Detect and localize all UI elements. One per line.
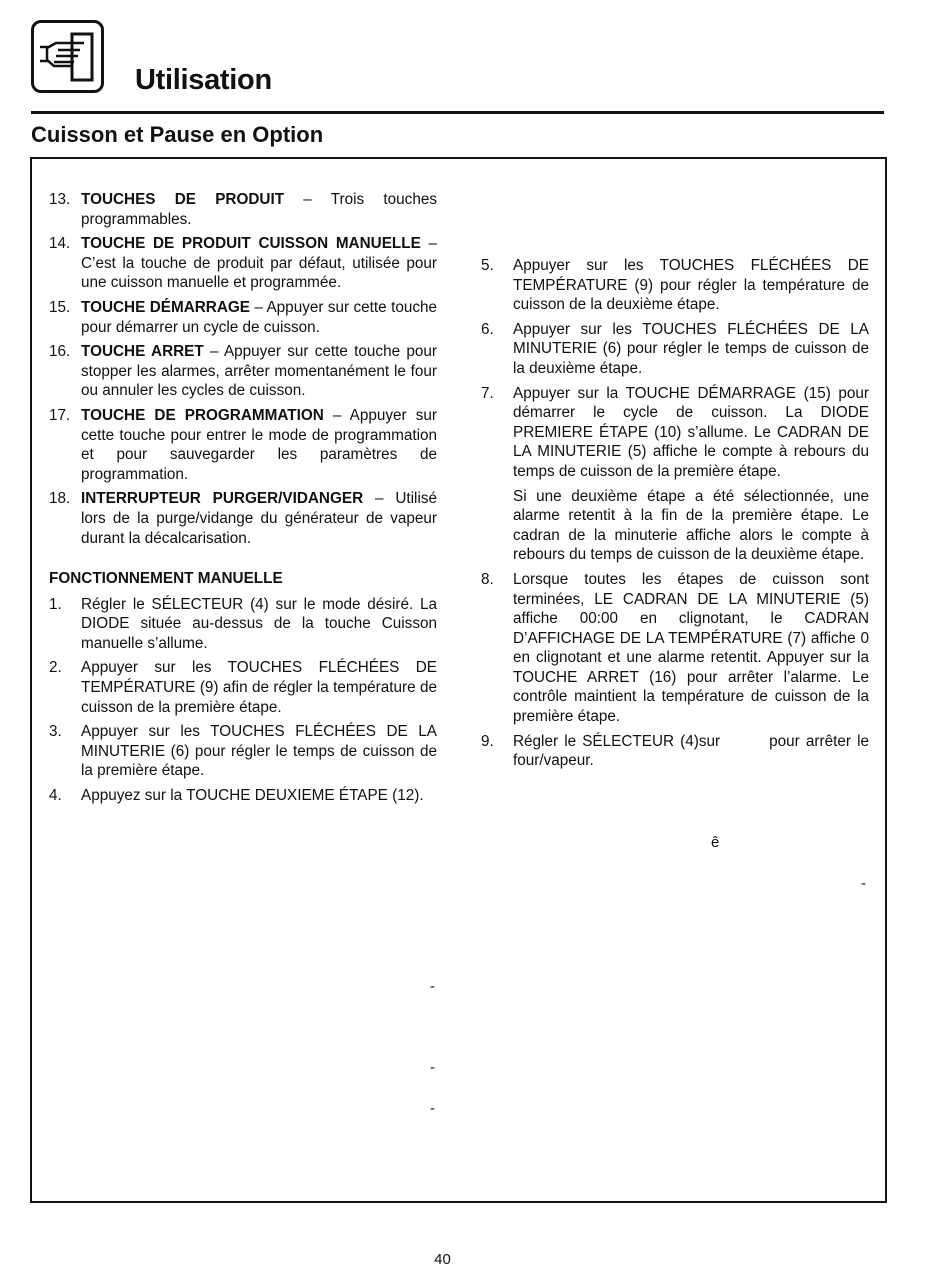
stray-mark: - <box>430 1059 435 1076</box>
item-term: TOUCHE DE PROGRAMMATION <box>81 406 324 424</box>
step-note: Si une deuxième étape a été sélectionnée, une alarme retentit à la fin de la première étape. Le cadran de la minuterie affiche alors le compte à rebours du temps de cuisson de la deuxième étape. <box>513 487 869 564</box>
step-item <box>49 658 437 717</box>
step-text: Appuyer sur les TOUCHES FLÉCHÉES DE TEMPÉRATURE (9) pour régler la température de cuisson de la deuxième étape. <box>513 257 869 314</box>
left-column <box>49 190 437 811</box>
manual-operation-heading: FONCTIONNEMENT MANUELLE <box>49 570 283 588</box>
stray-mark: - <box>430 978 435 995</box>
step-number: 8. <box>481 570 494 588</box>
item-text: – Appuyer sur cette touche pour démarrer un cycle de cuisson. <box>81 298 437 336</box>
step-number: 9. <box>481 732 494 750</box>
step-number: 3. <box>49 723 62 741</box>
item-text: – Appuyer sur cette touche pour stopper les alarmes, arrêter momentanément le four ou annuler les cycles de cuisson. <box>81 343 437 400</box>
step-text: Régler le SÉLECTEUR (4)sur pour arrêter le four/vapeur. <box>513 732 874 770</box>
item-number: 14. <box>49 235 71 253</box>
step-number: 2. <box>49 659 62 677</box>
list-item <box>49 234 437 293</box>
step-text: Lorsque toutes les étapes de cuisson sont terminées, LE CADRAN DE LA MINUTERIE (5) affiche 00:00 en clignotant, le CADRAN D’AFFICHAGE DE LA TEMPÉRATURE (7) affiche 0 en clignotant et une alarme retentit. Appuyer sur la TOUCHE ARRET (16) pour arrêter l’alarme. Le contrôle maintient la température de cuisson de la première étape. <box>513 570 869 726</box>
step-item <box>49 722 437 781</box>
list-item <box>49 298 437 337</box>
step-item <box>49 786 437 806</box>
step-number: 4. <box>49 787 62 805</box>
step-text: Appuyer sur les TOUCHES FLÉCHÉES DE LA MINUTERIE (6) pour régler le temps de cuisson de la deuxième étape. <box>513 320 869 377</box>
step-item <box>481 320 869 379</box>
list-item <box>49 342 437 401</box>
item-number: 16. <box>49 343 71 361</box>
list-item <box>49 406 437 484</box>
step-text: Appuyez sur la TOUCHE DEUXIEME ÉTAPE (12). <box>81 787 424 805</box>
item-number: 13. <box>49 191 71 208</box>
step-number: 6. <box>481 320 494 338</box>
page-number: 40 <box>434 1251 451 1268</box>
item-term: TOUCHE DE PRODUIT CUISSON MANUELLE <box>81 235 421 253</box>
step-text: Appuyer sur les TOUCHES FLÉCHÉES DE TEMPÉRATURE (9) afin de régler la température de cuisson de la première étape. <box>81 659 437 716</box>
stray-mark: - <box>430 1100 435 1117</box>
item-text: – Utilisé lors de la purge/vidange du générateur de vapeur durant la décalcarisation. <box>81 490 437 547</box>
section-title: Cuisson et Pause en Option <box>31 122 324 147</box>
list-item <box>49 489 437 548</box>
step-text: Régler le SÉLECTEUR (4) sur le mode désiré. La DIODE située au-dessus de la touche Cuisson manuelle s’allume. <box>81 595 437 652</box>
item-term: INTERRUPTEUR PURGER/VIDANGER <box>81 490 364 508</box>
item-term: TOUCHE ARRET <box>81 343 204 361</box>
step-text: Appuyer sur la TOUCHE DÉMARRAGE (15) pour démarrer le cycle de cuisson. La DIODE PREMIERE ÉTAPE (10) s’allume. Le CADRAN DE LA MINUTERIE (5) affiche le compte à rebours du temps de cuisson de la première étape. <box>513 384 869 480</box>
hand-pressing-button-icon <box>31 20 104 93</box>
stray-mark: ê <box>711 834 720 851</box>
step-number: 5. <box>481 257 494 274</box>
list-item <box>49 190 437 229</box>
item-number: 18. <box>49 490 71 508</box>
stray-mark: - <box>861 875 866 892</box>
item-text: – C’est la touche de produit par défaut, utilisée pour une cuisson manuelle et programmée. <box>81 235 437 292</box>
item-number: 17. <box>49 406 71 424</box>
item-number: 15. <box>49 298 71 316</box>
right-column <box>481 256 874 776</box>
step-item <box>49 595 437 654</box>
item-term: TOUCHE DÉMARRAGE <box>81 298 250 316</box>
page-title: Utilisation <box>135 64 272 96</box>
step-number: 7. <box>481 384 494 402</box>
step-item <box>481 384 869 482</box>
item-text: – Appuyer sur cette touche pour entrer le mode de programmation et pour sauvegarder les paramètres de programmation. <box>81 406 437 483</box>
title-divider <box>31 111 884 114</box>
item-text: – Trois touches programmables. <box>81 191 437 228</box>
step-number: 1. <box>49 595 62 613</box>
step-text: Appuyer sur les TOUCHES FLÉCHÉES DE LA MINUTERIE (6) pour régler le temps de cuisson de la première étape. <box>81 723 437 780</box>
step-item <box>481 256 869 315</box>
item-term: TOUCHES DE PRODUIT <box>81 191 285 208</box>
step-item <box>481 570 869 727</box>
step-item <box>481 732 874 771</box>
